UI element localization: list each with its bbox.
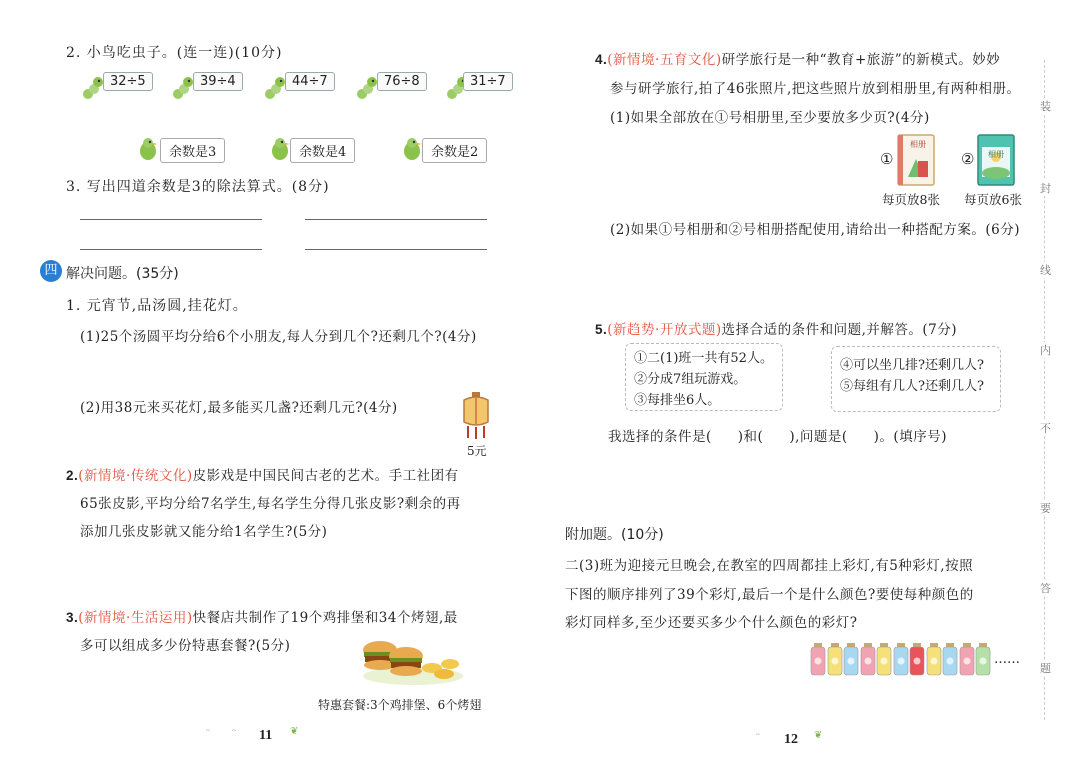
expression-box[interactable]: 44÷7 — [285, 72, 335, 91]
binding-margin-char: 答 — [1040, 582, 1051, 595]
caterpillar-icon — [82, 76, 104, 104]
album-1-caption: 每页放8张 — [882, 192, 940, 207]
problem-2-line-3: 添加几张皮影就又能分给1名学生?(5分) — [80, 524, 328, 540]
caterpillar-icon — [264, 76, 286, 104]
problem-4-line-1: 4.(新情境·五育文化)研学旅行是一种“教育+旅游”的新模式。妙妙 — [595, 52, 1001, 68]
problem-4-sub-2: (2)如果①号相册和②号相册搭配使用,请给出一种搭配方案。(6分) — [610, 222, 1021, 238]
colored-lantern — [827, 643, 843, 677]
question-3-title: 3. 写出四道余数是3的除法算式。(8分) — [66, 179, 330, 195]
page-number: 12 — [784, 732, 798, 747]
bonus-line-1: 二(3)班为迎接元旦晚会,在教室的四周都挂上彩灯,有5种彩灯,按照 — [565, 558, 974, 574]
section-title: 解决问题。(35分) — [66, 266, 179, 282]
sprout-icon: ᵔ — [756, 732, 760, 743]
bonus-line-3: 彩灯同样多,至少还要买多少个什么颜色的彩灯? — [565, 615, 858, 631]
remainder-box[interactable]: 余数是3 — [160, 138, 225, 163]
colored-lantern — [909, 643, 925, 677]
problem-1-title: 1. 元宵节,品汤圆,挂花灯。 — [66, 298, 248, 314]
binding-line — [1044, 60, 1045, 720]
bonus-line-2: 下图的顺序排列了39个彩灯,最后一个是什么颜色?要使每种颜色的 — [565, 587, 974, 603]
remainder-box[interactable]: 余数是4 — [290, 138, 355, 163]
problem-3-line-2: 多可以组成多少份特惠套餐?(5分) — [80, 638, 291, 654]
problem-1-sub-1: (1)25个汤圆平均分给6个小朋友,每人分到几个?还剩几个?(4分) — [80, 329, 477, 345]
colored-lantern — [942, 643, 958, 677]
problem-5-title: 5.(新趋势·开放式题)选择合适的条件和问题,并解答。(7分) — [595, 322, 958, 338]
section-badge: 四 — [40, 260, 62, 282]
binding-margin-char: 线 — [1040, 264, 1051, 277]
burger-wings-image — [358, 628, 464, 690]
caterpillar-icon — [356, 76, 378, 104]
colored-lantern — [893, 643, 909, 677]
page-number: 11 — [259, 728, 273, 743]
conditions-box — [625, 343, 783, 411]
sprout-icon: ᵔ — [206, 728, 210, 739]
album-1-image — [896, 133, 936, 191]
colored-lantern — [959, 643, 975, 677]
caterpillar-icon — [172, 76, 194, 104]
lantern-price: 5元 — [467, 444, 487, 458]
question-option[interactable]: ④可以坐几排?还剩几人? — [840, 358, 984, 373]
album-2-cover-text: 相册 — [988, 150, 1004, 159]
problem-4-sub-1: (1)如果全部放在①号相册里,至少要放多少页?(4分) — [610, 110, 930, 126]
binding-margin-char: 题 — [1040, 662, 1051, 675]
condition-item[interactable]: ①二(1)班一共有52人。 — [634, 351, 773, 366]
bird-icon — [400, 136, 424, 166]
condition-item[interactable]: ②分成7组玩游戏。 — [634, 372, 747, 387]
lantern-ellipsis: …… — [994, 652, 1020, 667]
binding-margin-char: 装 — [1040, 100, 1051, 113]
colored-lantern — [860, 643, 876, 677]
question-option[interactable]: ⑤每组有几人?还剩几人? — [840, 379, 984, 394]
answer-line[interactable] — [80, 219, 262, 220]
answer-line[interactable] — [305, 219, 487, 220]
colored-lantern — [843, 643, 859, 677]
answer-line[interactable] — [80, 249, 262, 250]
problem-2-line-1: 2.(新情境·传统文化)皮影戏是中国民间古老的艺术。手工社团有 — [66, 468, 459, 484]
expression-box[interactable]: 32÷5 — [103, 72, 153, 91]
colored-lantern — [876, 643, 892, 677]
sprout-icon: ❦ — [290, 726, 299, 737]
problem-3-line-1: 3.(新情境·生活运用)快餐店共制作了19个鸡排堡和34个烤翅,最 — [66, 610, 458, 626]
question-2-title: 2. 小鸟吃虫子。(连一连)(10分) — [66, 45, 283, 61]
expression-box[interactable]: 31÷7 — [463, 72, 513, 91]
bird-icon — [136, 136, 160, 166]
right-page — [540, 0, 1080, 772]
colored-lantern — [926, 643, 942, 677]
problem-2-line-2: 65张皮影,平均分给7名学生,每名学生分得几张皮影?剩余的再 — [80, 496, 461, 512]
binding-margin-char: 封 — [1040, 182, 1051, 195]
combo-caption: 特惠套餐:3个鸡排堡、6个烤翅 — [318, 698, 482, 712]
sprout-icon: ᵔ — [232, 728, 236, 739]
problem-5-answer-line: 我选择的条件是( )和( ),问题是( )。(填序号) — [608, 429, 947, 445]
colored-lantern — [810, 643, 826, 677]
bird-icon — [268, 136, 292, 166]
album-1-label: ① — [880, 150, 894, 168]
problem-4-line-2: 参与研学旅行,拍了46张照片,把这些照片放到相册里,有两种相册。 — [610, 81, 1021, 97]
album-2-image — [976, 133, 1016, 191]
lantern-icon — [458, 392, 494, 444]
expression-box[interactable]: 76÷8 — [377, 72, 427, 91]
album-2-caption: 每页放6张 — [964, 192, 1022, 207]
answer-line[interactable] — [305, 249, 487, 250]
binding-margin-char: 内 — [1040, 344, 1051, 357]
colored-lantern — [975, 643, 991, 677]
problem-1-sub-2: (2)用38元来买花灯,最多能买几盏?还剩几元?(4分) — [80, 400, 398, 416]
remainder-box[interactable]: 余数是2 — [422, 138, 487, 163]
condition-item[interactable]: ③每排坐6人。 — [634, 393, 721, 408]
bonus-title: 附加题。(10分) — [565, 527, 664, 543]
binding-margin-char: 要 — [1040, 502, 1051, 515]
questions-box — [831, 346, 1001, 412]
sprout-icon: ❦ — [814, 730, 823, 741]
binding-margin-char: 不 — [1040, 422, 1051, 435]
album-2-label: ② — [961, 150, 975, 168]
expression-box[interactable]: 39÷4 — [193, 72, 243, 91]
album-1-cover-text: 相册 — [910, 140, 926, 149]
